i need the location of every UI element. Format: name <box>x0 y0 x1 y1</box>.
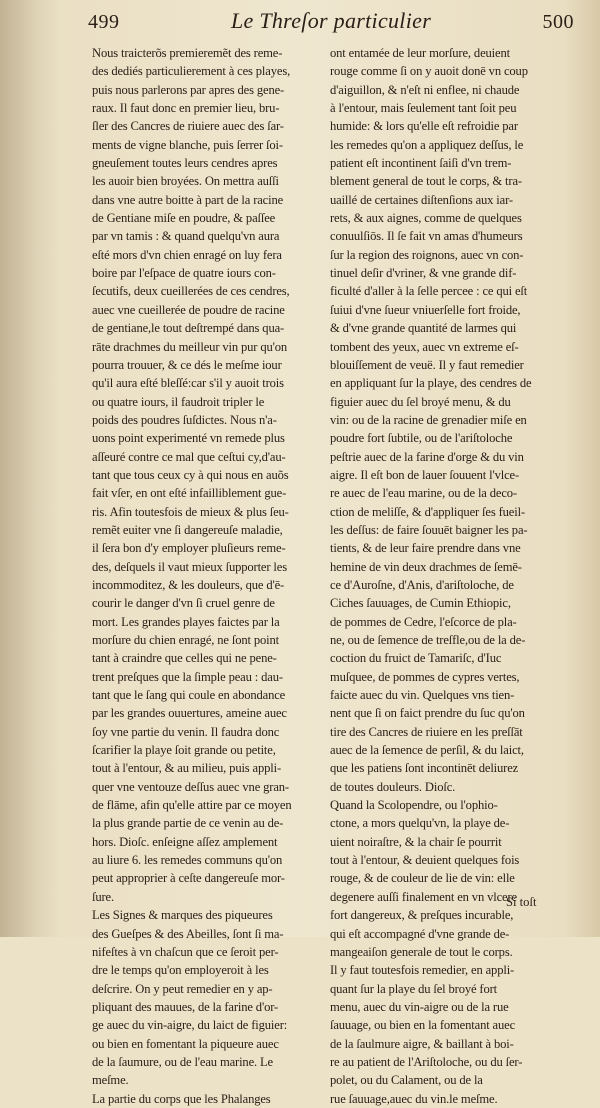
text-line: polet, ou du Calament, ou de la <box>330 1073 483 1088</box>
text-line: vin: ou de la racine de grenadier miſe en <box>330 412 527 427</box>
text-line: ſecutifs, deux cueillerées de ces cendres, <box>92 284 290 299</box>
text-line: re au patient de l'Ariſtoloche, ou du ſer- <box>330 1054 523 1069</box>
text-line: ction de meliſſe, & d'appliquer ſes fueil- <box>330 504 525 519</box>
text-line: uaillé de certaines diſtenſions aux iar- <box>330 192 513 207</box>
text-line: tombent des yeux, auec vn extreme eſ- <box>330 339 519 354</box>
text-line: ne, ou de ſemence de treſfle,ou de la de- <box>330 633 526 647</box>
text-line: boire par l'eſpace de quatre iours con- <box>92 266 276 281</box>
text-line: quant ſur la playe du ſel broyé fort <box>330 981 498 996</box>
text-line: les auoir bien broyées. On mettra auſſi <box>92 174 279 189</box>
text-line: par les grandes ouuertures, ameine auec <box>92 706 287 721</box>
text-line: qui eſt accompagné d'vne grande de- <box>330 926 510 941</box>
text-line: puis nous parlerons par apres des gene- <box>92 82 285 97</box>
text-line: ſoy vne partie du venin. Il faudra donc <box>92 724 280 739</box>
text-line: La partie du corps que les Phalanges <box>92 1091 271 1106</box>
text-line: ficulté d'aller à la ſelle percee : ce qui eſt <box>330 284 528 299</box>
text-line: blement general de tout le corps, & tra- <box>330 174 522 189</box>
text-line: au liure 6. les remedes communs qu'on <box>92 853 283 868</box>
text-line: coction du fruict de Tamariſc, d'Iuc <box>330 651 502 666</box>
text-line: auec vne cueillerée de poudre de racine <box>92 302 285 317</box>
text-line: blouiſſement de veuë. Il y faut remedier <box>330 357 524 372</box>
text-line: degenere auſſi finalement en vn vlcere <box>330 889 517 904</box>
text-line: ou bien en fomentant la piqueure auec <box>92 1036 279 1051</box>
text-line: des, deſquels il vaut mieux ſupporter les <box>92 559 287 574</box>
text-line: remẽt euiter vne ſi dangereuſe maladie, <box>92 522 283 537</box>
text-line: deſcrire. On y peut remedier en y ap- <box>92 981 273 996</box>
text-line: re auec de l'eau marine, ou de la deco- <box>330 486 517 501</box>
text-line: ſuiui d'vne ſueur vniuerſelle fort froide, <box>330 302 521 317</box>
text-line: tant que tous ceux cy à qui nous en auõs <box>92 467 289 482</box>
right-text-column <box>330 44 566 1108</box>
text-line: par vn tamis : & quand quelqu'vn aura <box>92 229 280 244</box>
text-line: ris. Afin toutesfois de mieux & plus ſeu- <box>92 504 289 519</box>
text-line: Quand la Scolopendre, ou l'ophio- <box>330 798 498 813</box>
text-line: uient noiraſtre, & la chair ſe pourrit <box>330 834 502 849</box>
text-line: ſcarifier la playe ſoit grande ou petite, <box>92 743 276 758</box>
text-line: peſtrie auec de la farine d'orge & du vin <box>330 449 524 464</box>
text-line: ge auec du vin-aigre, du laict de figuier: <box>92 1018 288 1033</box>
text-line: en appliquant ſur la playe, des cendres de <box>330 376 532 391</box>
text-line: gneuſement toutes leurs cendres apres <box>92 156 278 171</box>
text-line: ſure. <box>92 889 114 904</box>
text-line: quer vne ventouze deſſus auec vne gran- <box>92 779 289 794</box>
text-line: Les Signes & marques des piqueures <box>92 908 273 923</box>
running-title: Le Threſor particulier <box>230 8 432 33</box>
text-line: incommoditez, & les douleurs, que d'ē- <box>92 577 285 592</box>
text-line: mort. Les grandes playes faictes par la <box>92 614 280 629</box>
text-line: fort dangereux, & preſques incurable, <box>330 908 514 923</box>
text-line: ce d'Auroſne, d'Anis, d'ariſtoloche, de <box>330 577 514 592</box>
text-line: ou quatre iours, il faudroit tripler le <box>92 394 265 409</box>
left-page-number: 499 <box>88 11 120 33</box>
text-line: poids des poudres ſuſdictes. Nous n'a- <box>92 412 277 427</box>
text-line: rue ſauuage,auec du vin.le meſme. <box>330 1091 498 1106</box>
text-line: que les patiens ſont incontinēt deliurez <box>330 761 519 776</box>
text-line: eſté mors d'vn chien enragé on luy fera <box>92 247 282 262</box>
text-line: tant à craindre que celles qui ne pene- <box>92 651 277 666</box>
text-line: poudre fort ſubtile, ou de l'ariſtoloche <box>330 431 513 446</box>
text-line: tout à l'entour, & au milieu, puis appli- <box>92 761 282 776</box>
text-line: aſſeuré contre ce mal que ceſtui cy,d'au- <box>92 449 286 464</box>
text-line: figuier auec du ſel broyé menu, & du <box>330 394 511 409</box>
text-line: dans vne autre boitte à part de la racine <box>92 192 284 207</box>
text-line: menu, auec du vin-aigre ou de la rue <box>330 999 509 1014</box>
text-line: de toutes douleurs. Dioſc. <box>330 779 456 794</box>
text-line: il ſera bon d'y employer pluſieurs reme- <box>92 541 286 556</box>
text-line: conuulſiōs. Il ſe fait vn amas d'humeurs <box>330 229 523 244</box>
text-line: Il y faut toutesfois remedier, en appli- <box>330 963 515 978</box>
catchword: Si toſt <box>506 895 537 909</box>
text-line: courir le danger d'vn ſi cruel genre de <box>92 596 275 611</box>
text-line: ont entamée de leur morſure, deuient <box>330 46 510 60</box>
text-line: nent que ſi on faict prendre du ſuc qu'on <box>330 706 525 721</box>
text-line: d'aiguillon, & n'eſt ni enflee, ni chaude <box>330 82 520 97</box>
text-line: mangeaiſon generale de tout le corps. <box>330 944 513 959</box>
text-line: tout à l'entour, & deuient quelques fois <box>330 853 520 868</box>
text-line: Ciches ſauuages, de Cumin Ethiopic, <box>330 596 511 611</box>
binding-gutter-shadow <box>0 0 60 937</box>
text-line: rāte drachmes du meilleur vin pur qu'on <box>92 339 288 354</box>
text-line: auec de la ſemence de perſil, & du laict, <box>330 743 524 758</box>
page-header <box>88 8 574 38</box>
text-line: pliquant des mauues, de la farine d'or- <box>92 999 279 1014</box>
text-line: tinuel deſir d'vriner, & vne grande dif- <box>330 266 517 281</box>
text-line: ctone, a mors quelqu'vn, la playe de- <box>330 816 510 831</box>
text-line: de flāme, afin qu'elle attire par ce moyen <box>92 798 292 813</box>
text-line: nifeſtes à vn chaſcun que ce ſeroit per- <box>92 944 279 959</box>
text-line: ſler des Cancres de riuiere auec des ſar- <box>92 119 284 134</box>
text-line: morſure du chien enragé, ne ſont point <box>92 633 279 647</box>
text-line: uons point experimenté vn remede plus <box>92 431 285 446</box>
text-line: tant que le ſang qui coule en abondance <box>92 688 286 703</box>
text-line: des Gueſpes & des Abeilles, ſont ſi ma- <box>92 926 284 941</box>
text-line: raux. Il faut donc en premier lieu, bru- <box>92 101 280 116</box>
text-line: patient eſt incontinent ſaiſi d'vn trem- <box>330 156 512 171</box>
text-line: hemine de vin deux drachmes de ſemē- <box>330 559 522 574</box>
text-line: trent preſques que la ſimple peau : dau- <box>92 669 283 684</box>
text-line: rouge, & de couleur de lie de vin: elle <box>330 871 515 886</box>
text-line: & d'vne grande quantité de larmes qui <box>330 321 517 336</box>
text-line: de pommes de Cedre, l'eſcorce de pla- <box>330 614 517 629</box>
text-line: à l'entour, mais ſeulement tant ſoit peu <box>330 101 517 116</box>
text-line: faicte auec du vin. Quelques vns tien- <box>330 688 515 703</box>
text-line: des dediés particulierement à ces playes, <box>92 64 291 79</box>
text-line: meſme. <box>92 1073 129 1088</box>
text-line: de la ſaumure, ou de l'eau marine. Le <box>92 1054 273 1069</box>
text-line: Nous traicterõs premieremẽt des reme- <box>92 46 283 60</box>
text-line: ſauuage, ou bien en la fomentant auec <box>330 1018 516 1033</box>
text-line: la plus grande partie de ce venin au de- <box>92 816 284 831</box>
text-line: rouge comme ſi on y auoit donē vn coup <box>330 64 528 79</box>
text-line: peut approprier à ceſte dangereuſe mor- <box>92 871 285 886</box>
text-line: qu'il aura eſté bleſſé:car s'il y auoit trois <box>92 376 284 391</box>
text-line: les remedes qu'on a appliquez deſſus, le <box>330 137 524 152</box>
text-line: aigre. Il eſt bon de lauer ſouuent l'vlce- <box>330 467 519 482</box>
text-line: fait vſer, en ont eſté infailliblement gue- <box>92 486 287 501</box>
text-line: de Gentiane miſe en poudre, & paſſee <box>92 211 276 226</box>
left-text-column <box>92 44 324 1108</box>
text-line: les deſſus: de faire ſouuēt baigner les pa- <box>330 522 528 537</box>
text-line: ments de vigne blanche, puis ſerrer ſoi- <box>92 137 283 152</box>
text-line: ſur la region des roignons, auec vn con- <box>330 247 524 262</box>
text-line: rets, & aux aignes, comme de quelques <box>330 211 522 226</box>
text-line: tire des Cancres de riuiere en les preſſāt <box>330 724 523 739</box>
text-line: hors. Dioſc. enſeigne aſſez amplement <box>92 834 278 849</box>
text-line: tients, & de leur faire prendre dans vne <box>330 541 521 556</box>
text-line: muſquee, de pommes de cypres vertes, <box>330 669 520 684</box>
text-line: humide: & lors qu'elle eſt refroidie par <box>330 119 518 134</box>
text-line: dre le temps qu'on employeroit à les <box>92 963 269 978</box>
text-line: de gentiane,le tout deſtrempé dans qua- <box>92 321 285 336</box>
text-line: de la ſaulmure aigre, & baillant à boi- <box>330 1036 514 1051</box>
right-page-number: 500 <box>542 11 574 33</box>
text-line: pourra trouuer, & ce dés le meſme iour <box>92 357 282 372</box>
